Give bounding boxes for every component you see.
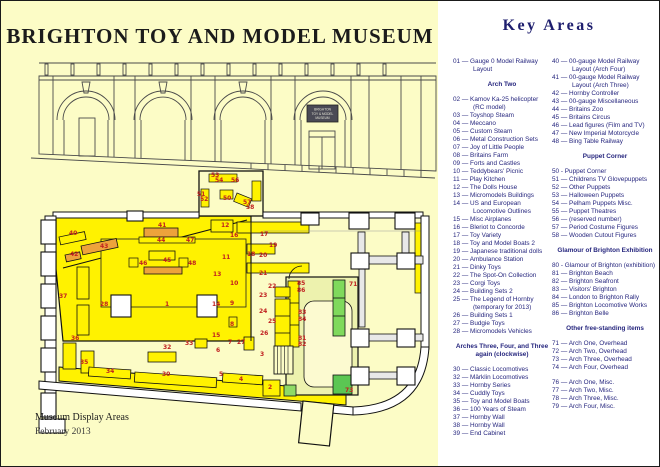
- key-item: 09 — Forts and Castles: [453, 160, 521, 167]
- key-item: 36 — 100 Years of Steam: [453, 406, 526, 413]
- key-item: 24 — Building Sets 2: [453, 288, 513, 295]
- key-item: 52 — Other Puppets: [552, 184, 611, 191]
- key-item: 82 — Brighton Seafront: [552, 278, 619, 285]
- plan-label-45: 45: [163, 257, 172, 264]
- plan-label-19: 19: [269, 242, 278, 249]
- museum-title: BRIGHTON TOY AND MODEL MUSEUM: [6, 24, 434, 48]
- key-section-header: Arch Two: [487, 81, 517, 88]
- plan-label-9: 9: [230, 300, 235, 307]
- plan-label-17: 17: [260, 231, 269, 238]
- plan-label-51: 51: [197, 191, 206, 198]
- key-item: 22 — The Spot-On Collection: [453, 272, 537, 279]
- key-item: 86 — Brighton Belle: [552, 310, 609, 317]
- key-item: 83 — Visitors' Brighton: [552, 286, 617, 293]
- glamour-room: [286, 277, 358, 395]
- plan-label-6: 6: [216, 347, 221, 354]
- svg-text:TOY & MODEL: TOY & MODEL: [311, 111, 334, 116]
- key-gap: [453, 74, 551, 81]
- plan-label-32: 32: [163, 344, 172, 351]
- plan-label-20: 20: [259, 252, 268, 259]
- key-item: 28 — Micromodels Vehicles: [453, 328, 532, 335]
- plan-label-47: 47: [186, 237, 195, 244]
- key-item: 08 — Britains Farm: [453, 152, 509, 159]
- key-item: 84 — London to Brighton Rally: [552, 294, 640, 301]
- key-item: 33 — Hornby Series: [453, 382, 511, 389]
- key-item: 42 — Hornby Controller: [552, 90, 620, 97]
- plan-label-41: 41: [158, 222, 167, 229]
- key-item: 80 - Glamour of Brighton (exhibition): [552, 262, 656, 269]
- svg-text:BRIGHTON: BRIGHTON: [314, 107, 331, 112]
- plan-label-37: 37: [59, 293, 68, 300]
- plan-label-26: 26: [260, 330, 269, 337]
- plan-label-50: 50: [223, 195, 232, 202]
- key-item: 01 — Gauge 0 Model Railway Layout: [453, 58, 538, 73]
- plan-label-18: 18: [247, 251, 256, 258]
- plan-label-28: 28: [100, 301, 109, 308]
- plan-label-22: 22: [268, 283, 277, 290]
- plan-label-44: 44: [157, 237, 166, 244]
- plan-label-84: 84: [298, 316, 307, 323]
- plan-label-25: 25: [268, 318, 277, 325]
- key-item: 47 — New Imperial Motorcycle: [552, 130, 640, 137]
- svg-text:MUSEUM: MUSEUM: [315, 116, 330, 121]
- plan-label-56: 56: [231, 177, 240, 184]
- floor-plan: [1, 1, 438, 466]
- plan-label-48: 48: [188, 260, 197, 267]
- plan-label-1: 1: [165, 301, 170, 308]
- key-item: 85 — Brighton Locomotive Works: [552, 302, 648, 309]
- key-item: 44 — Britains Zoo: [552, 106, 604, 113]
- key-item: 05 — Custom Steam: [453, 128, 513, 135]
- key-item: 34 — Cuddly Toys: [453, 390, 505, 397]
- plan-label-58: 58: [246, 204, 255, 211]
- key-item: 48 — Bing Table Railway: [552, 138, 623, 145]
- plan-label-46: 46: [139, 260, 148, 267]
- key-item: 35 — Toy and Model Boats: [453, 398, 530, 405]
- key-gap: [453, 89, 551, 96]
- key-item: 54 — Pelham Puppets Misc.: [552, 200, 633, 207]
- key-gap: [552, 255, 658, 262]
- key-item: 19 — Japanese traditional dolls: [453, 248, 543, 255]
- plan-label-5: 5: [219, 371, 224, 378]
- key-areas-title: Key Areas: [502, 17, 596, 34]
- plan-label-23: 23: [259, 292, 268, 299]
- key-item: 73 — Arch Three, Overhead: [552, 356, 632, 363]
- key-item: 21 — Dinky Toys: [453, 264, 501, 271]
- key-item: 14 — US and European Locomotive Outlines: [453, 200, 531, 215]
- key-gap: [552, 333, 658, 340]
- key-column-left: [453, 58, 551, 438]
- plan-label-15: 15: [212, 332, 221, 339]
- plan-label-30: 30: [162, 371, 171, 378]
- plan-label-33: 33: [185, 340, 194, 347]
- key-section-header: Glamour of Brighton Exhibition: [557, 247, 653, 254]
- plan-label-36: 36: [71, 335, 80, 342]
- key-item: 40 — 00-gauge Model Railway Layout (Arch Four): [552, 58, 640, 73]
- key-item: 27 — Budgie Toys: [453, 320, 505, 327]
- plan-label-43: 43: [100, 243, 109, 250]
- key-item: 77 — Arch Two, Misc.: [552, 387, 614, 394]
- key-item: 20 — Ambulance Station: [453, 256, 524, 263]
- plan-label-4: 4: [239, 376, 244, 383]
- key-item: 78 — Arch Three, Misc.: [552, 395, 619, 402]
- plan-label-53: 53: [211, 172, 220, 179]
- plan-label-21: 21: [259, 270, 268, 277]
- plan-caption-title: Museum Display Areas: [35, 412, 129, 423]
- key-panel: [438, 1, 660, 466]
- key-gap: [552, 318, 658, 325]
- key-item: 23 — Corgi Toys: [453, 280, 501, 287]
- plan-label-12: 12: [221, 222, 230, 229]
- key-item: 56 — (reserved number): [552, 216, 622, 223]
- key-item: 11 — Play Kitchen: [453, 176, 506, 183]
- plan-panel: [1, 1, 438, 466]
- key-item: 46 — Lead figures (Film and TV): [552, 122, 645, 129]
- key-item: 04 — Meccano: [453, 120, 496, 127]
- key-section-header: Puppet Corner: [582, 153, 628, 160]
- plan-label-7: 7: [228, 339, 233, 346]
- key-item: 16 — Bleriot to Concorde: [453, 224, 525, 231]
- stairs: [274, 346, 293, 374]
- plan-label-2: 2: [268, 384, 273, 391]
- key-item: 07 — Joy of Little People: [453, 144, 525, 151]
- key-section-header: Arches Three, Four, and Three again (clockwise): [455, 343, 549, 358]
- key-item: 13 — Micromodels Buildings: [453, 192, 534, 199]
- plan-label-11: 11: [222, 254, 231, 261]
- plan-label-85: 85: [297, 280, 306, 287]
- plan-label-42: 42: [70, 251, 79, 258]
- key-item: 41 — 00-gauge Model Railway Layout (Arch Three): [552, 74, 640, 89]
- plan-label-24: 24: [259, 308, 268, 315]
- key-gap: [552, 161, 658, 168]
- key-item: 39 — End Cabinet: [453, 430, 506, 437]
- key-item: 18 — Toy and Model Boats 2: [453, 240, 535, 247]
- plan-label-52: 52: [200, 196, 209, 203]
- green-cabinet-small: [284, 385, 296, 396]
- key-item: 76 — Arch One, Misc.: [552, 379, 615, 386]
- plan-label-40: 40: [69, 230, 78, 237]
- key-gap: [453, 359, 551, 366]
- key-item: 32 — Märklin Locomotives: [453, 374, 529, 381]
- key-item: 15 — Misc Airplanes: [453, 216, 512, 223]
- key-gap: [552, 240, 658, 247]
- key-item: 58 — Wooden Cutout Figures: [552, 232, 637, 239]
- key-section-header: Other free-standing items: [566, 325, 644, 332]
- key-item: 30 — Classic Locomotives: [453, 366, 529, 373]
- plan-label-73: 73: [345, 387, 354, 394]
- key-item: 06 — Metal Construction Sets: [453, 136, 538, 143]
- plan-label-35: 35: [80, 359, 89, 366]
- key-gap: [552, 146, 658, 153]
- plan-label-3: 3: [260, 351, 265, 358]
- key-item: 10 — Teddybears' Picnic: [453, 168, 524, 175]
- plan-label-34: 34: [106, 368, 115, 375]
- key-item: 12 — The Dolls House: [453, 184, 518, 191]
- plan-label-82: 82: [298, 341, 307, 348]
- entrance-lobby: [299, 401, 334, 446]
- key-item: 74 — Arch Four, Overhead: [552, 364, 629, 371]
- plan-label-54: 54: [215, 177, 224, 184]
- key-item: 26 — Building Sets 1: [453, 312, 513, 319]
- plan-label-83: 83: [298, 309, 307, 316]
- plan-label-86: 86: [297, 287, 306, 294]
- key-item: 43 — 00-gauge Miscellaneous: [552, 98, 639, 105]
- key-item: 79 — Arch Four, Misc.: [552, 403, 615, 410]
- key-item: 51 — Childrens TV Glovepuppets: [552, 176, 648, 183]
- key-item: 81 — Brighton Beach: [552, 270, 613, 277]
- key-item: 03 — Toyshop Steam: [453, 112, 514, 119]
- key-item: 71 — Arch One, Overhead: [552, 340, 628, 347]
- plan-label-81: 81: [298, 335, 307, 342]
- plan-caption-date: February 2013: [35, 427, 91, 437]
- plan-label-13: 13: [213, 271, 222, 278]
- key-item: 38 — Hornby Wall: [453, 422, 505, 429]
- plan-label-8: 8: [230, 321, 235, 328]
- key-item: 25 — The Legend of Hornby (temporary for 2013): [453, 296, 534, 311]
- key-column-right: [552, 58, 658, 411]
- key-item: 45 — Britains Circus: [552, 114, 611, 121]
- plan-label-57: 57: [243, 199, 252, 206]
- plan-label-27: 27: [237, 339, 246, 346]
- key-gap: [453, 336, 551, 343]
- key-item: 53 — Halloween Puppets: [552, 192, 625, 199]
- plan-label-71: 71: [349, 281, 358, 288]
- facade-sign: [307, 105, 338, 122]
- plan-label-14: 14: [212, 301, 221, 308]
- key-item: 72 — Arch Two, Overhead: [552, 348, 627, 355]
- key-item: 37 — Hornby Wall: [453, 414, 505, 421]
- key-gap: [552, 372, 658, 379]
- plan-label-16: 16: [230, 232, 239, 239]
- green-cabinet-71: [333, 280, 345, 336]
- key-item: 55 — Puppet Theatres: [552, 208, 617, 215]
- key-item: 57 — Period Costume Figures: [552, 224, 638, 231]
- key-item: 02 — Kamov Ka-25 helicopter (RC model): [453, 96, 539, 111]
- key-item: 17 — Toy Variety: [453, 232, 502, 239]
- key-item: 50 - Puppet Corner: [552, 168, 607, 175]
- plan-label-10: 10: [230, 280, 239, 287]
